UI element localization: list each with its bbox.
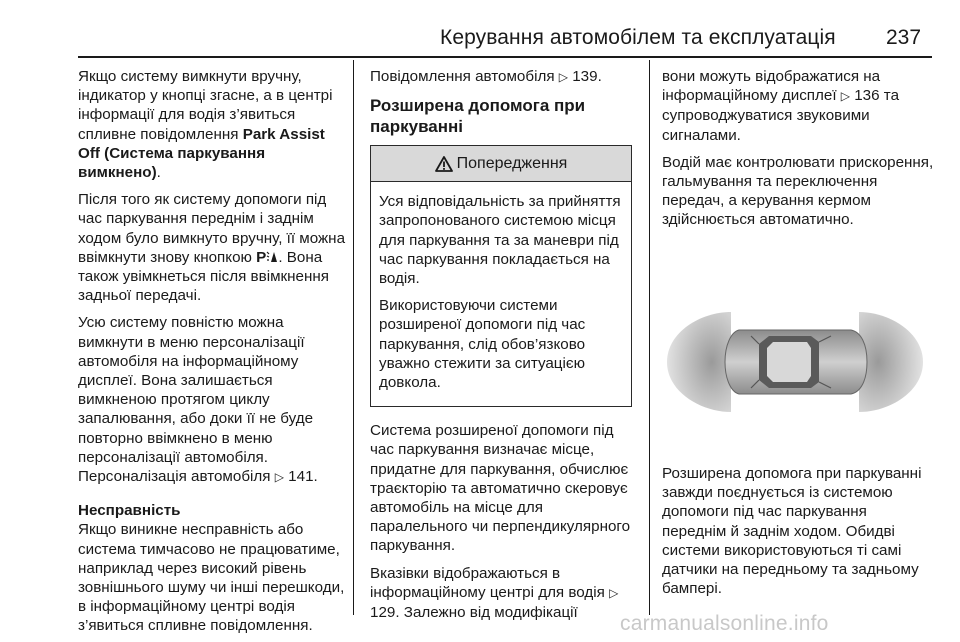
text: . xyxy=(156,164,161,182)
page-ref: 139. xyxy=(572,68,602,85)
column-1 xyxy=(78,67,346,642)
page-number: 237 xyxy=(886,26,922,49)
message-text: Park Assist Off (Система паркування вимкнено) xyxy=(78,125,325,182)
page-ref-arrow-icon: ▷ xyxy=(840,89,850,104)
warning-text: Уся відповідальність за прийняття запропонованого системою місця для паркування та за маневри під час паркування покладається на водія. xyxy=(379,193,621,288)
warning-text: Використовуючи системи розширеної допомоги під час паркування, слід обов’язково уважно стежити за ситуацією довкола. xyxy=(379,297,586,392)
page-ref-arrow-icon: ▷ xyxy=(558,70,568,84)
paragraph: Водій має контролювати прискорення, гальмування та переключення передач, а керування кермом здійснюється автоматично. xyxy=(662,153,934,229)
column-3-bottom xyxy=(662,464,934,606)
page-ref-arrow-icon: ▷ xyxy=(609,585,619,600)
column-divider xyxy=(353,60,354,615)
warning-header xyxy=(371,146,631,182)
header-rule xyxy=(78,56,932,58)
text: Усю систему повністю можна вимкнути в меню персоналізації автомобіля на інформаційному дисплеї. Вона залишається вимкненою протягом циклу запалювання, або доки її не буде повторно ввімкнено в меню персоналізації автомобіля. Персоналізація автомобіля xyxy=(78,314,314,486)
car-roof xyxy=(767,342,811,382)
warning-title: Попередження xyxy=(456,155,568,173)
page-title: Керування автомобілем та експлуатація xyxy=(440,26,836,49)
paragraph xyxy=(78,67,346,182)
page-ref: 141. xyxy=(288,468,318,486)
page-ref: 136 та супроводжуватися звуковими сигналами. xyxy=(662,87,900,144)
text: Вказівки відображаються в інформаційному центрі для водія xyxy=(370,564,610,601)
text: . Вона також увімкнеться після ввімкнення задньої передачі. xyxy=(78,248,329,305)
warning-body xyxy=(371,182,631,406)
paragraph xyxy=(662,67,934,145)
paragraph: Система розширеної допомоги під час паркування визначає місце, придатне для паркування, обчислює траєкторію та автоматично скеровує автомобіль на місце для паралельного чи перпендикулярного паркування. xyxy=(370,422,631,555)
column-2 xyxy=(370,67,632,630)
text: Повідомлення автомобіля xyxy=(370,68,559,85)
section-heading: Несправність xyxy=(78,502,181,520)
column-divider xyxy=(649,60,650,615)
paragraph xyxy=(370,564,632,623)
page-ref: 129. Залежно від модифікації xyxy=(370,604,578,622)
front-sensor-zone xyxy=(667,312,731,412)
rear-sensor-zone xyxy=(859,312,923,412)
car-top-view-illustration xyxy=(661,270,929,454)
text: Після того як систему допомоги під час паркування переднім і заднім ходом було вимкнуто вручну, її можна ввімкнути знову кнопкою xyxy=(78,191,346,266)
warning-box xyxy=(370,145,632,407)
watermark: carmanualsonline.info xyxy=(620,612,829,635)
paragraph xyxy=(78,190,346,305)
column-3 xyxy=(662,67,934,238)
page-ref-arrow-icon: ▷ xyxy=(274,470,284,485)
text: Якщо систему вимкнути вручну, індикатор у кнопці згасне, а в центрі інформації для водія з’явиться спливне повідомлення xyxy=(78,68,333,143)
paragraph: Розширена допомога при паркуванні завжди поєднується із системою допомоги під час паркування переднім й заднім ходом. Обидві системи використовуються ті самі датчики на передньому та задньому бампері. xyxy=(662,465,922,598)
car-sensor-figure xyxy=(661,270,929,454)
warning-triangle-icon xyxy=(435,156,453,172)
section-heading: Розширена допомога при паркуванні xyxy=(370,96,586,137)
park-assist-icon: P xyxy=(256,249,278,266)
paragraph xyxy=(370,67,632,87)
text: вони можуть відображатися на інформаційному дисплеї xyxy=(662,68,881,105)
paragraph: Якщо виникне несправність або система тимчасово не працюватиме, наприклад через високий рівень зовнішнього шуму чи інші перешкоди, в інформаційному центрі водія з’явиться спливне повідомлення. xyxy=(78,521,345,635)
paragraph xyxy=(78,313,346,487)
